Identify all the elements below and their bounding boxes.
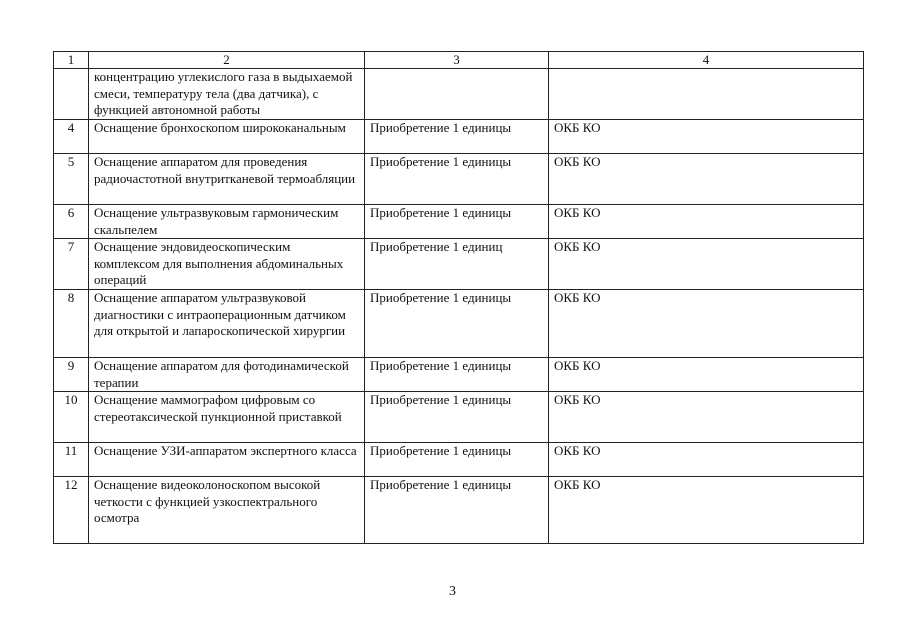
row-number [54, 69, 89, 120]
row-action [365, 69, 549, 120]
row-org: ОКБ КО [549, 392, 864, 443]
table-row [54, 290, 864, 358]
row-name: Оснащение маммографом цифровым со стереотаксической пункционной приставкой [89, 392, 365, 443]
row-action: Приобретение 1 единицы [365, 477, 549, 544]
row-name: Оснащение аппаратом для проведения радиочастотной внутритканевой термоабляции [89, 154, 365, 205]
table-row [54, 154, 864, 205]
row-action: Приобретение 1 единицы [365, 443, 549, 477]
row-action: Приобретение 1 единицы [365, 358, 549, 392]
row-name: Оснащение бронхоскопом ширококанальным [89, 120, 365, 154]
row-action: Приобретение 1 единицы [365, 392, 549, 443]
row-org: ОКБ КО [549, 290, 864, 358]
row-number: 8 [54, 290, 89, 358]
row-org: ОКБ КО [549, 120, 864, 154]
row-number: 9 [54, 358, 89, 392]
row-number: 7 [54, 239, 89, 290]
row-name: Оснащение УЗИ-аппаратом экспертного класса [89, 443, 365, 477]
row-org: ОКБ КО [549, 154, 864, 205]
equipment-table [53, 51, 864, 544]
row-number: 11 [54, 443, 89, 477]
row-action: Приобретение 1 единицы [365, 120, 549, 154]
row-number: 12 [54, 477, 89, 544]
row-org [549, 69, 864, 120]
column-header-4: 4 [549, 52, 864, 69]
row-org: ОКБ КО [549, 477, 864, 544]
row-number: 6 [54, 205, 89, 239]
row-org: ОКБ КО [549, 205, 864, 239]
row-name: Оснащение аппаратом ультразвуковой диагностики с интраоперационным датчиком для открытой и лапароскопической хирургии [89, 290, 365, 358]
page-number: 3 [449, 584, 456, 599]
row-number: 10 [54, 392, 89, 443]
row-name: Оснащение ультразвуковым гармоническим скальпелем [89, 205, 365, 239]
row-number: 4 [54, 120, 89, 154]
table-row [54, 239, 864, 290]
table-row [54, 205, 864, 239]
row-org: ОКБ КО [549, 239, 864, 290]
column-header-1: 1 [54, 52, 89, 69]
table-header-row [54, 52, 864, 69]
row-org: ОКБ КО [549, 443, 864, 477]
column-header-2: 2 [89, 52, 365, 69]
column-header-3: 3 [365, 52, 549, 69]
row-name: Оснащение аппаратом для фотодинамической терапии [89, 358, 365, 392]
table-row [54, 358, 864, 392]
row-org: ОКБ КО [549, 358, 864, 392]
table-row [54, 443, 864, 477]
table-row [54, 392, 864, 443]
row-action: Приобретение 1 единицы [365, 205, 549, 239]
row-name: Оснащение видеоколоноскопом высокой четкости с функцией узкоспектрального осмотра [89, 477, 365, 544]
table-row [54, 477, 864, 544]
table-row [54, 69, 864, 120]
row-name: Оснащение эндовидеоскопическим комплексом для выполнения абдоминальных операций [89, 239, 365, 290]
table-row [54, 120, 864, 154]
row-action: Приобретение 1 единиц [365, 239, 549, 290]
row-name: концентрацию углекислого газа в выдыхаемой смеси, температуру тела (два датчика), с функцией автономной работы [89, 69, 365, 120]
row-action: Приобретение 1 единицы [365, 290, 549, 358]
row-action: Приобретение 1 единицы [365, 154, 549, 205]
row-number: 5 [54, 154, 89, 205]
